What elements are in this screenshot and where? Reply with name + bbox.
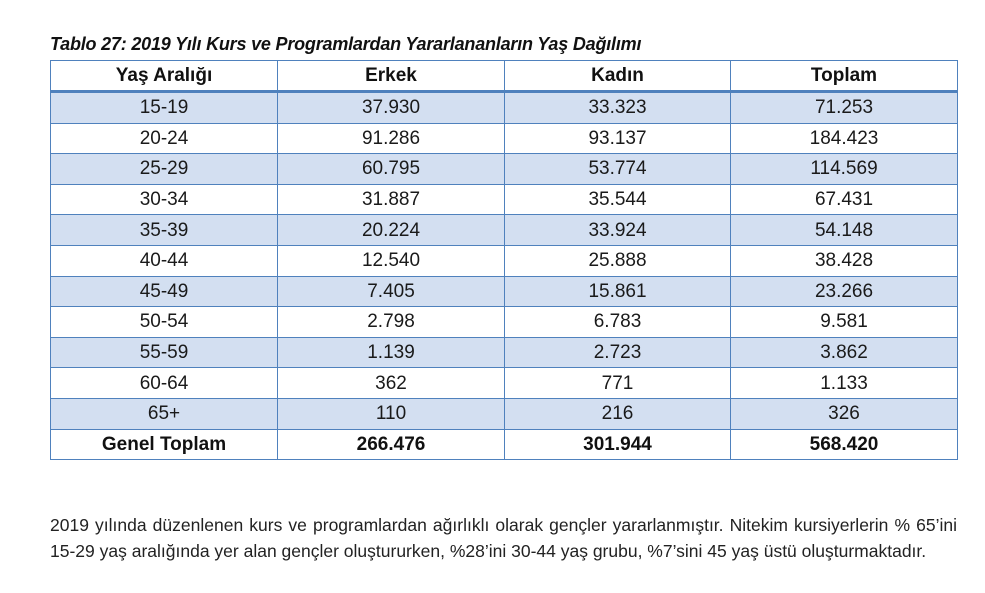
female-cell: 15.861 bbox=[505, 276, 731, 307]
male-cell: 31.887 bbox=[278, 184, 505, 215]
age-distribution-table bbox=[50, 60, 958, 460]
female-cell: 93.137 bbox=[505, 123, 731, 154]
male-cell: 60.795 bbox=[278, 154, 505, 185]
header-total: Toplam bbox=[731, 61, 958, 92]
total-cell: 184.423 bbox=[731, 123, 958, 154]
summary-paragraph: 2019 yılında düzenlenen kurs ve programlardan ağırlıklı olarak gençler yararlanmıştır. Nitekim kursiyerlerin % 65’ini 15-29 yaş aralığında yer alan gençler oluştururken, %28’ini 30-44 yaş grubu, %7’sini 45 yaş üstü oluşturmaktadır. bbox=[50, 514, 957, 561]
female-cell: 33.323 bbox=[505, 92, 731, 124]
table-caption: Tablo 27: 2019 Yılı Kurs ve Programlardan Yararlananların Yaş Dağılımı bbox=[50, 34, 642, 54]
total-cell: 9.581 bbox=[731, 307, 958, 338]
table-row bbox=[51, 215, 958, 246]
table-row bbox=[51, 123, 958, 154]
total-cell: 67.431 bbox=[731, 184, 958, 215]
total-cell: 71.253 bbox=[731, 92, 958, 124]
age-range-cell: 65+ bbox=[51, 398, 278, 429]
male-cell: 362 bbox=[278, 368, 505, 399]
total-row bbox=[51, 429, 958, 460]
male-cell: 20.224 bbox=[278, 215, 505, 246]
female-cell: 53.774 bbox=[505, 154, 731, 185]
header-female: Kadın bbox=[505, 61, 731, 92]
table-row bbox=[51, 337, 958, 368]
total-male: 266.476 bbox=[278, 429, 505, 460]
male-cell: 2.798 bbox=[278, 307, 505, 338]
total-cell: 114.569 bbox=[731, 154, 958, 185]
age-range-cell: 60-64 bbox=[51, 368, 278, 399]
total-female: 301.944 bbox=[505, 429, 731, 460]
age-range-cell: 35-39 bbox=[51, 215, 278, 246]
table-row bbox=[51, 245, 958, 276]
male-cell: 37.930 bbox=[278, 92, 505, 124]
total-cell: 38.428 bbox=[731, 245, 958, 276]
header-male: Erkek bbox=[278, 61, 505, 92]
total-overall: 568.420 bbox=[731, 429, 958, 460]
age-range-cell: 55-59 bbox=[51, 337, 278, 368]
male-cell: 110 bbox=[278, 398, 505, 429]
total-cell: 54.148 bbox=[731, 215, 958, 246]
female-cell: 2.723 bbox=[505, 337, 731, 368]
total-cell: 23.266 bbox=[731, 276, 958, 307]
table-row bbox=[51, 368, 958, 399]
female-cell: 33.924 bbox=[505, 215, 731, 246]
table-row bbox=[51, 154, 958, 185]
female-cell: 25.888 bbox=[505, 245, 731, 276]
header-age-range: Yaş Aralığı bbox=[51, 61, 278, 92]
female-cell: 771 bbox=[505, 368, 731, 399]
age-range-cell: 25-29 bbox=[51, 154, 278, 185]
female-cell: 6.783 bbox=[505, 307, 731, 338]
age-range-cell: 50-54 bbox=[51, 307, 278, 338]
table-row bbox=[51, 184, 958, 215]
table-row bbox=[51, 92, 958, 124]
age-range-cell: 45-49 bbox=[51, 276, 278, 307]
age-range-cell: 30-34 bbox=[51, 184, 278, 215]
male-cell: 1.139 bbox=[278, 337, 505, 368]
male-cell: 12.540 bbox=[278, 245, 505, 276]
total-cell: 1.133 bbox=[731, 368, 958, 399]
age-range-cell: 15-19 bbox=[51, 92, 278, 124]
male-cell: 7.405 bbox=[278, 276, 505, 307]
male-cell: 91.286 bbox=[278, 123, 505, 154]
header-row bbox=[51, 61, 958, 92]
table-row bbox=[51, 307, 958, 338]
total-cell: 326 bbox=[731, 398, 958, 429]
table-row bbox=[51, 398, 958, 429]
female-cell: 216 bbox=[505, 398, 731, 429]
female-cell: 35.544 bbox=[505, 184, 731, 215]
age-range-cell: 20-24 bbox=[51, 123, 278, 154]
age-range-cell: 40-44 bbox=[51, 245, 278, 276]
total-label: Genel Toplam bbox=[51, 429, 278, 460]
total-cell: 3.862 bbox=[731, 337, 958, 368]
table-row bbox=[51, 276, 958, 307]
